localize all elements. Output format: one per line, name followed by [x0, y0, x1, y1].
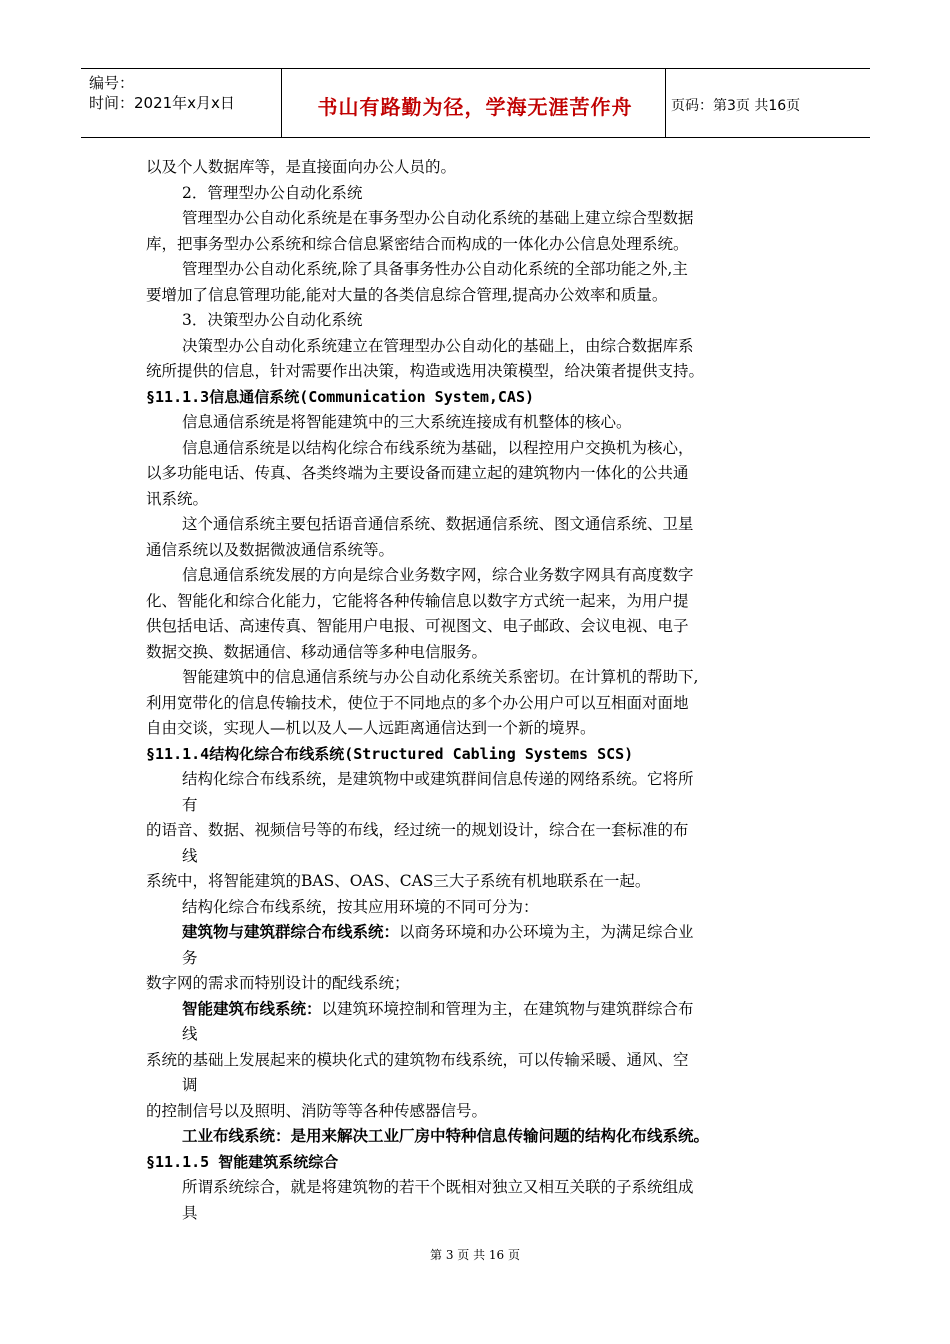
paragraph-line: 有: [182, 795, 198, 814]
section-heading: §11.1.5 智能建筑系统综合: [146, 1152, 339, 1171]
paragraph-line: 决策型办公自动化系统建立在管理型办公自动化的基础上，由综合数据库系: [182, 336, 694, 355]
term-label: 智能建筑布线系统：: [182, 999, 322, 1018]
paragraph-line: 这个通信系统主要包括语音通信系统、数据通信系统、图文通信系统、卫星: [182, 515, 694, 533]
header-page-label: 页码：第3页 共16页: [671, 98, 801, 114]
paragraph-line: 库，把事务型办公系统和综合信息紧密结合而构成的一体化办公信息处理系统。: [146, 234, 689, 253]
page-header: [81, 68, 870, 138]
paragraph-line: 以多功能电话、传真、各类终端为主要设备而建立起的建筑物内一体化的公共通: [146, 464, 689, 482]
paragraph-line: 的语音、数据、视频信号等的布线，经过统一的规划设计，综合在一套标准的布: [146, 821, 689, 839]
paragraph-line: 工业布线系统：是用来解决工业厂房中特种信息传输问题的结构化布线系统。: [182, 1127, 710, 1145]
document-body: [146, 155, 806, 1226]
page-footer: 第 3 页 共 16 页: [430, 1248, 520, 1262]
subsection-title: 2．管理型办公自动化系统: [182, 183, 363, 202]
paragraph-line: 管理型办公自动化系统是在事务型办公自动化系统的基础上建立综合型数据: [182, 209, 694, 227]
paragraph-line: 结构化综合布线系统，按其应用环境的不同可分为：: [182, 897, 539, 916]
paragraph-line: 要增加了信息管理功能,能对大量的各类信息综合管理,提高办公效率和质量。: [146, 285, 668, 304]
section-heading: §11.1.4结构化综合布线系统(Structured Cabling Systems SCS): [146, 744, 634, 763]
paragraph-line: 智能建筑中的信息通信系统与办公自动化系统关系密切。在计算机的帮助下,: [182, 668, 699, 686]
paragraph-line: 利用宽带化的信息传输技术，使位于不同地点的多个办公用户可以互相面对面地: [146, 693, 689, 712]
doc-number-label: 编号：: [89, 74, 135, 92]
paragraph-line: [146, 920, 806, 946]
subsection-title: 3．决策型办公自动化系统: [182, 311, 363, 329]
paragraph-line: 信息通信系统是以结构化综合布线系统为基础，以程控用户交换机为核心，: [182, 438, 694, 457]
term-label: 建筑物与建筑群综合布线系统：: [182, 923, 400, 941]
doc-date-label: 时间：2021年x月x日: [89, 94, 235, 112]
paragraph-line: 数据交换、数据通信、移动通信等多种电信服务。: [146, 642, 488, 661]
paragraph-line: 所谓系统综合，就是将建筑物的若干个既相对独立又相互关联的子系统组成: [182, 1178, 694, 1196]
header-motto: 书山有路勤为径，学海无涯苦作舟: [317, 95, 633, 119]
paragraph-line: 线: [182, 1025, 198, 1043]
paragraph-line: 信息通信系统发展的方向是综合业务数字网，综合业务数字网具有高度数字: [182, 566, 694, 584]
header-meta: [89, 73, 235, 113]
paragraph-line: 调: [182, 1076, 198, 1094]
header-divider: [665, 69, 666, 137]
paragraph-line: 管理型办公自动化系统,除了具备事务性办公自动化系统的全部功能之外,主: [182, 260, 688, 278]
term-text: 以建筑环境控制和管理为主，在建筑物与建筑群综合布: [321, 999, 694, 1018]
header-divider: [281, 69, 282, 137]
paragraph-line: 务: [182, 948, 198, 967]
section-heading: §11.1.3信息通信系统(Communication System,CAS): [146, 387, 535, 406]
paragraph-line: 自由交谈，实现人—机以及人—人远距离通信达到一个新的境界。: [146, 719, 596, 737]
term-text: 以商务环境和办公环境为主，为满足综合业: [399, 923, 694, 941]
paragraph-line: 结构化综合布线系统，是建筑物中或建筑群间信息传递的网络系统。它将所: [182, 770, 694, 788]
paragraph-line: [146, 997, 806, 1023]
paragraph-line: 统所提供的信息，针对需要作出决策，构造或选用决策模型，给决策者提供支持。: [146, 362, 705, 380]
paragraph-line: 供包括电话、高速传真、智能用户电报、可视图文、电子邮政、会议电视、电子: [146, 617, 689, 635]
paragraph-line: 线: [182, 846, 198, 865]
paragraph-line: 讯系统。: [146, 489, 209, 508]
paragraph-line: 信息通信系统是将智能建筑中的三大系统连接成有机整体的核心。: [182, 413, 632, 431]
paragraph-line: 数字网的需求而特别设计的配线系统；: [146, 974, 410, 992]
paragraph-line: 系统的基础上发展起来的模块化式的建筑物布线系统，可以传输采暖、通风、空: [146, 1050, 689, 1069]
paragraph-line: 的控制信号以及照明、消防等等各种传感器信号。: [146, 1101, 488, 1120]
paragraph-line: 系统中，将智能建筑的BAS、OAS、CAS三大子系统有机地联系在一起。: [146, 872, 651, 890]
paragraph-line: 通信系统以及数据微波通信系统等。: [146, 540, 395, 559]
paragraph-line: 化、智能化和综合化能力，它能将各种传输信息以数字方式统一起来，为用户提: [146, 591, 689, 610]
paragraph-line: 以及个人数据库等，是直接面向办公人员的。: [146, 158, 457, 176]
paragraph-line: 具: [182, 1203, 198, 1222]
